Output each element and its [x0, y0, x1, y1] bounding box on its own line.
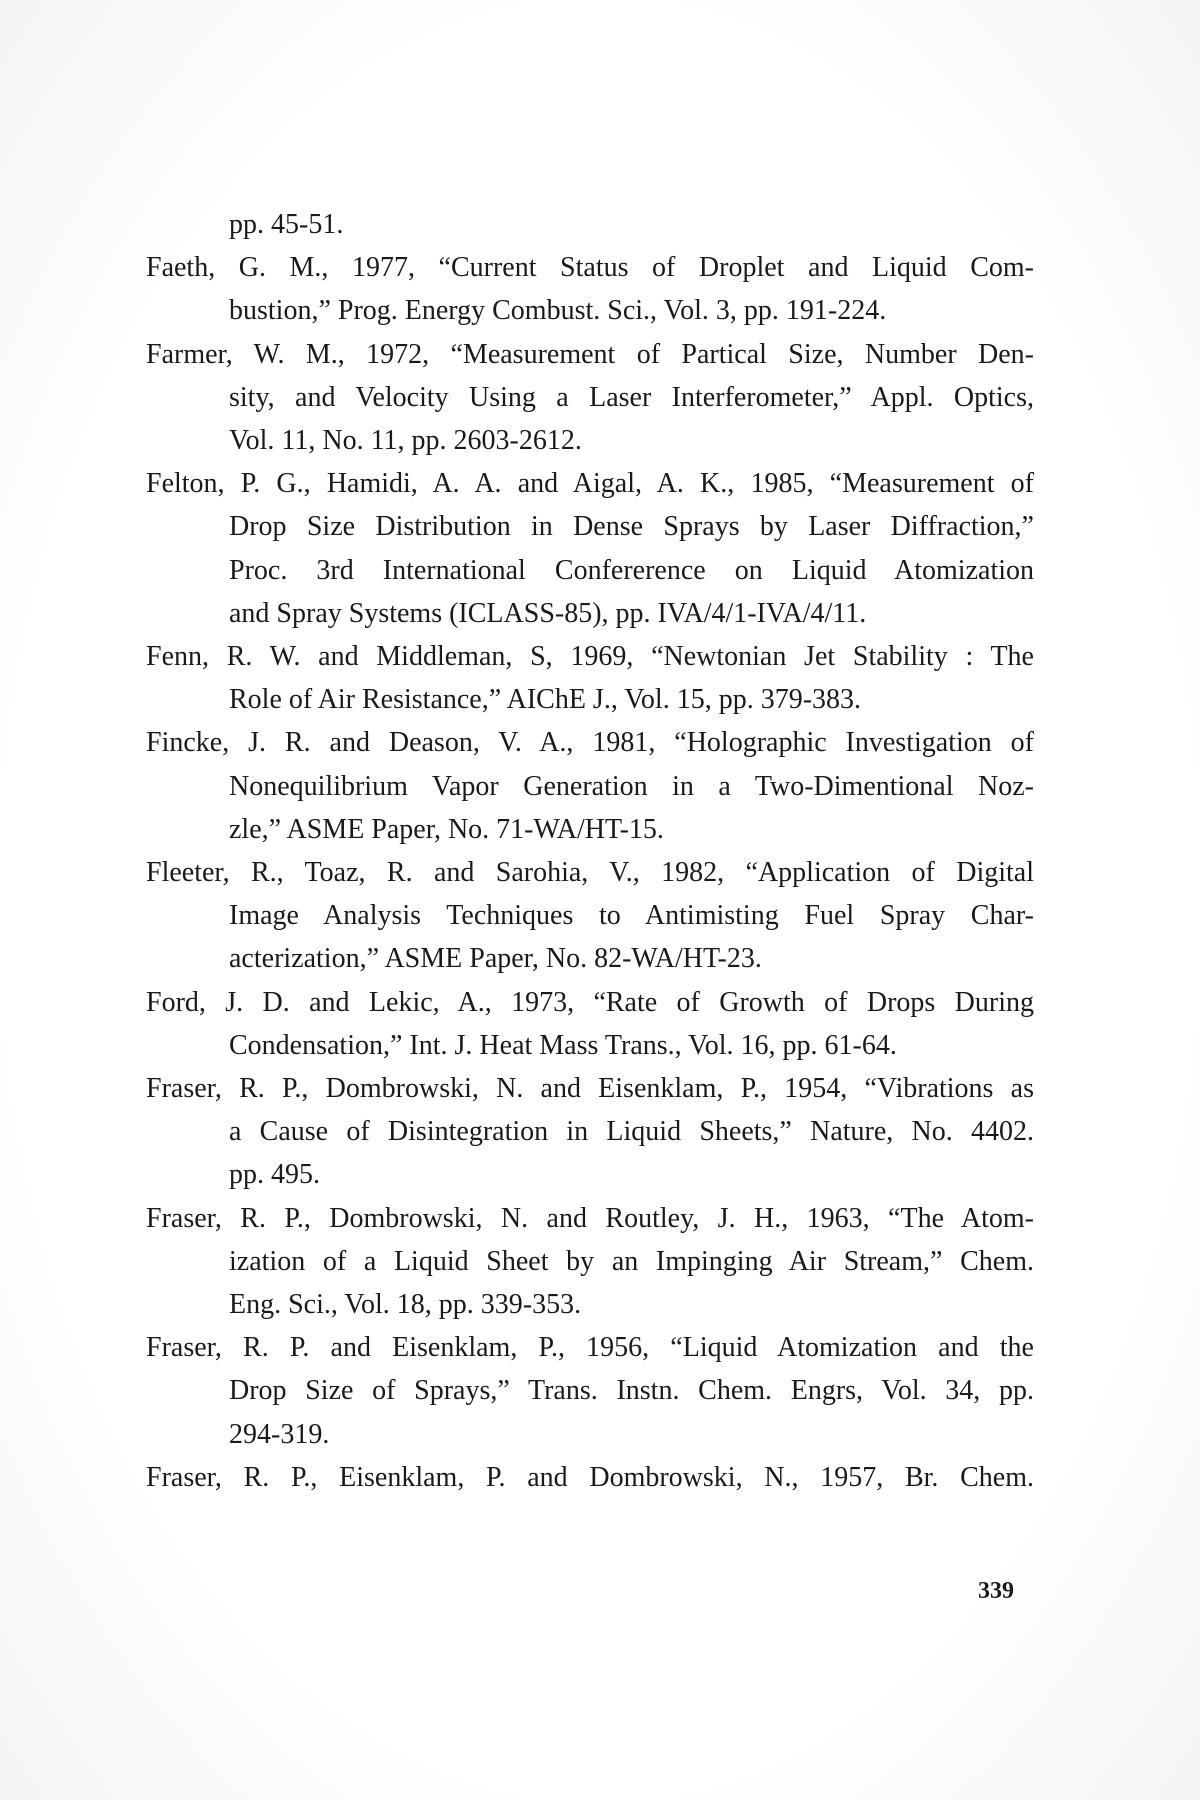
reference-first-line: Fraser, R. P., Dombrowski, N. and Routley, J. H., 1963, “The Atom- [146, 1202, 1034, 1234]
reference-continuation-line: and Spray Systems (ICLASS-85), pp. IVA/4/1-IVA/4/11. [229, 597, 867, 629]
reference-continuation-line: pp. 45-51. [229, 209, 344, 240]
reference-continuation-line: Drop Size of Sprays,” Trans. Instn. Chem. Engrs, Vol. 34, pp. [229, 1375, 1034, 1407]
reference-continuation-line: Role of Air Resistance,” AIChE J., Vol. 15, pp. 379-383. [229, 684, 862, 716]
reference-continuation-line: pp. 495. [229, 1159, 320, 1191]
reference-first-line: Fraser, R. P. and Eisenklam, P., 1956, “Liquid Atomization and the [146, 1332, 1034, 1364]
reference-first-line: Ford, J. D. and Lekic, A., 1973, “Rate of Growth of Drops During [146, 986, 1034, 1018]
reference-continuation-line: bustion,” Prog. Energy Combust. Sci., Vol. 3, pp. 191-224. [229, 295, 887, 327]
reference-continuation-line: sity, and Velocity Using a Laser Interferometer,” Appl. Optics, [229, 381, 1034, 413]
reference-first-line: Fraser, R. P., Dombrowski, N. and Eisenklam, P., 1954, “Vibrations as [146, 1073, 1034, 1104]
reference-continuation-line: Condensation,” Int. J. Heat Mass Trans., Vol. 16, pp. 61-64. [229, 1029, 897, 1061]
reference-continuation-line: a Cause of Disintegration in Liquid Sheets,” Nature, No. 4402. [229, 1116, 1034, 1148]
reference-first-line: Faeth, G. M., 1977, “Current Status of Droplet and Liquid Com- [146, 252, 1034, 284]
reference-first-line: Felton, P. G., Hamidi, A. A. and Aigal, A. K., 1985, “Measurement of [146, 468, 1034, 500]
reference-first-line: Farmer, W. M., 1972, “Measurement of Partical Size, Number Den- [146, 338, 1034, 370]
reference-continuation-line: Proc. 3rd International Confererence on Liquid Atomization [229, 554, 1034, 586]
reference-continuation-line: Eng. Sci., Vol. 18, pp. 339-353. [229, 1289, 582, 1320]
page-number: 339 [978, 1578, 1014, 1604]
reference-continuation-line: Nonequilibrium Vapor Generation in a Two-Dimentional Noz- [229, 770, 1034, 802]
reference-continuation-line: Drop Size Distribution in Dense Sprays by Laser Diffraction,” [229, 511, 1034, 543]
reference-continuation-line: ization of a Liquid Sheet by an Impinging Air Stream,” Chem. [229, 1245, 1034, 1277]
reference-continuation-line: acterization,” ASME Paper, No. 82-WA/HT-23. [229, 943, 762, 975]
reference-first-line: Fleeter, R., Toaz, R. and Sarohia, V., 1982, “Application of Digital [146, 857, 1034, 888]
reference-first-line: Fenn, R. W. and Middleman, S, 1969, “Newtonian Jet Stability : The [146, 641, 1034, 672]
reference-first-line: Fraser, R. P., Eisenklam, P. and Dombrowski, N., 1957, Br. Chem. [146, 1461, 1034, 1493]
reference-continuation-line: Image Analysis Techniques to Antimisting Fuel Spray Char- [229, 900, 1034, 932]
reference-continuation-line: 294-319. [229, 1418, 330, 1450]
reference-continuation-line: Vol. 11, No. 11, pp. 2603-2612. [229, 425, 582, 456]
reference-continuation-line: zle,” ASME Paper, No. 71-WA/HT-15. [229, 813, 664, 845]
reference-first-line: Fincke, J. R. and Deason, V. A., 1981, “Holographic Investigation of [146, 727, 1034, 759]
